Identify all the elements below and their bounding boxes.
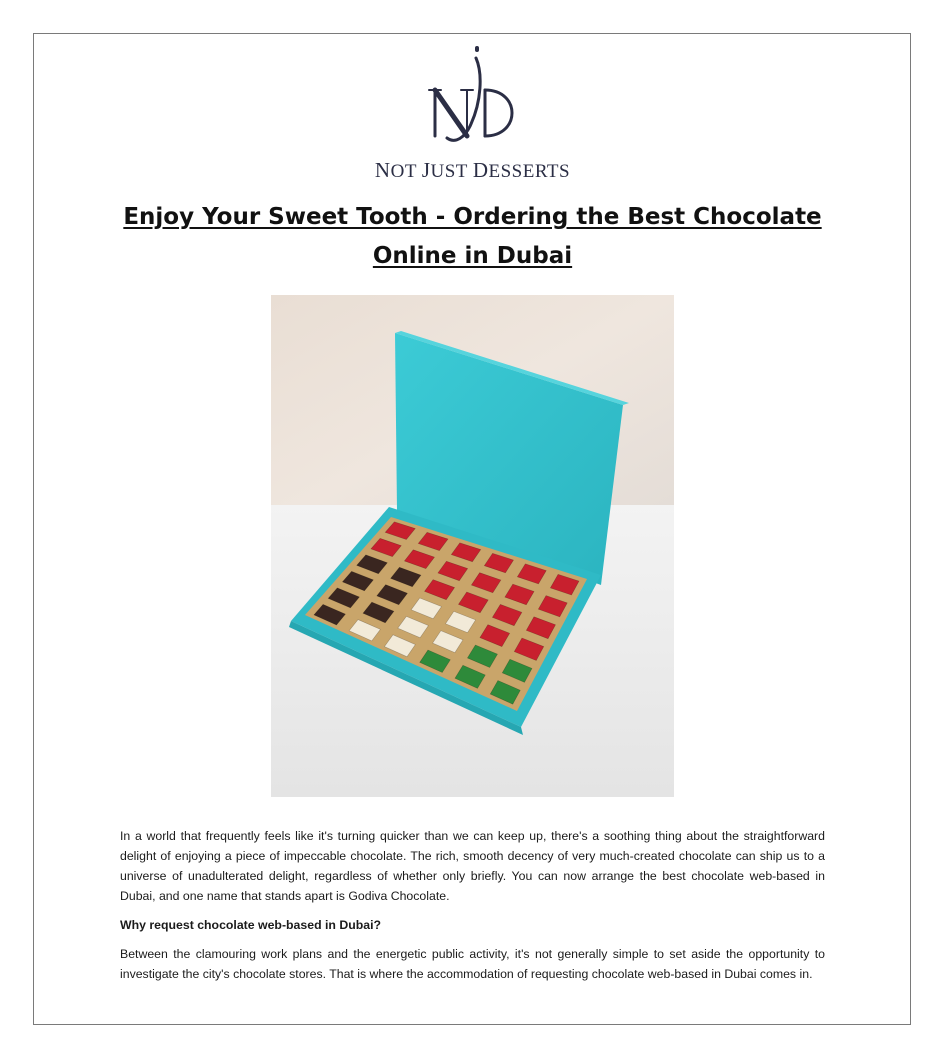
njd-monogram-icon: [423, 44, 523, 156]
intro-paragraph: In a world that frequently feels like it's turning quicker than we can keep up, there's a soothing thing about the straightforward delight of enjoying a piece of impeccable chocolate. The rich, smooth decency of very much-created chocolate can ship us to a universe of unadulterated delight, regardless of whether only briefly. You can now arrange the best chocolate web-based in Dubai, and one name that stands apart is Godiva Chocolate.: [120, 829, 825, 903]
chocolate-box-photo: [271, 295, 674, 797]
section-paragraph: Between the clamouring work plans and the energetic public activity, it's not generally simple to set aside the opportunity to investigate the city's chocolate stores. That is where the accommodation of requesting chocolate web-based in Dubai comes in.: [120, 947, 825, 981]
brand-name: NOT JUST DESSERTS: [374, 158, 571, 182]
section-heading: Why request chocolate web-based in Dubai?: [120, 918, 382, 932]
article-body: [120, 826, 825, 993]
brand-logo: [0, 44, 945, 183]
article-title: Enjoy Your Sweet Tooth - Ordering the Best Chocolate Online in Dubai: [123, 204, 822, 269]
